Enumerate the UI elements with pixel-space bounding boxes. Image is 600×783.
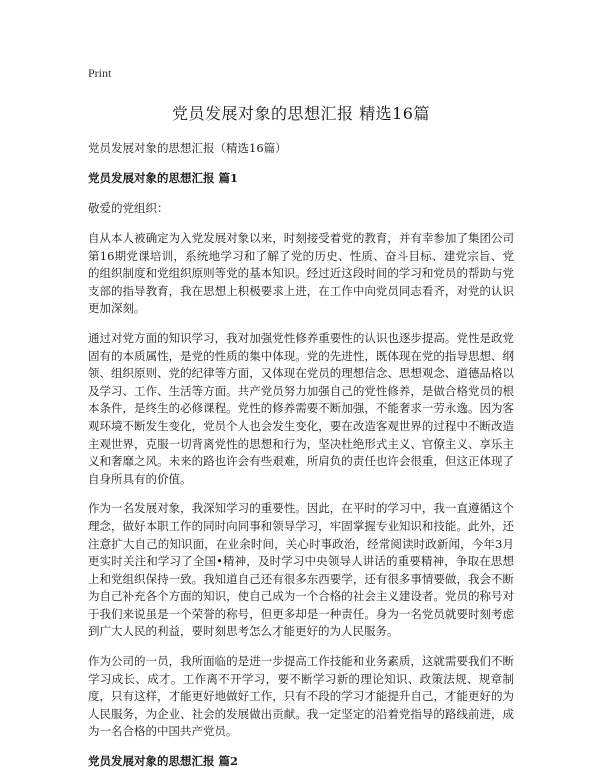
document-title: 党员发展对象的思想汇报 精选16篇 xyxy=(172,104,430,123)
document-page xyxy=(88,66,514,783)
greeting: 敬爱的党组织： xyxy=(88,201,169,215)
paragraph: 自从本人被确定为入党发展对象以来，时刻接受着党的教育，并有幸参加了集团公司第16期党课培训，系统地学习和了解了党的历史、性质、奋斗目标、建党宗旨、党的组织制度和党组织原则等党的基本知识。经过近这段时间的学习和党员的帮助与党支部的指导教育，我在思想上积极要求上进，在工作中向党员同志看齐，对党的认识更加深刻。 xyxy=(88,231,514,316)
paragraph: 作为公司的一员，我所面临的是进一步提高工作技能和业务素质，这就需要我们不断学习成长、成才。工作离不开学习，要不断学习新的理论知识、政策法规、规章制度，只有这样，才能更好地做好工作，只有不段的学习才能提升自己，才能更好的为人民服务，为企业、社会的发展做出贡献。我一定坚定的沿着党指导的路线前进，成为一名合格的中国共产党员。 xyxy=(88,654,514,739)
paragraph: 作为一名发展对象，我深知学习的重要性。因此，在平时的学习中，我一直遵循这个理念，做好本职工作的同时向同事和领导学习，牢固掌握专业知识和技能。此外，还注意扩大自己的知识面，在业余时间，关心时事政治，经常阅读时政新闻，今年3月更实时关注和学习了全国•精神，及时学习中央领导人讲话的重要精神，争取在思想上和党组织保持一致。我知道自己还有很多东西要学，还有很多事情要做，我会不断为自己补充各个方面的知识，使自己成为一个合格的社会主义建设者。党员的称号对于我们来说虽是一个荣誉的称号，但更多却是一种责任。身为一名党员就要时刻考虑到广大人民的利益，要时刻思考怎么才能更好的为人民服务。 xyxy=(88,501,514,639)
section-heading-2: 党员发展对象的思想汇报 篇2 xyxy=(88,754,239,769)
print-label: Print xyxy=(88,66,112,80)
section-heading-1: 党员发展对象的思想汇报 篇1 xyxy=(88,171,239,185)
document-subtitle: 党员发展对象的思想汇报（精选16篇） xyxy=(88,141,287,155)
paragraph: 通过对党方面的知识学习，我对加强党性修养重要性的认识也逐步提高。党性是政党固有的本质属性，是党的性质的集中体现。党的先进性，既体现在党的指导思想、纲领、组织原则、党的纪律等方面，又体现在党员的理想信念、思想观念、道德品格以及学习、工作、生活等方面。共产党员努力加强自己的党性修养，是做合格党员的根本条件，是终生的必修课程。党性的修养需要不断加强，不能奢求一劳永逸。因为客观环境不断发生变化，党员个人也会发生变化，要在改造客观世界的过程中不断改造主观世界，克服一切背离党性的思想和行为，坚决杜绝形式主义、官僚主义、享乐主义和奢靡之风。未来的路也许会有些艰难，所肩负的责任也许会很重，但这正体现了自身所具有的价值。 xyxy=(88,330,514,486)
